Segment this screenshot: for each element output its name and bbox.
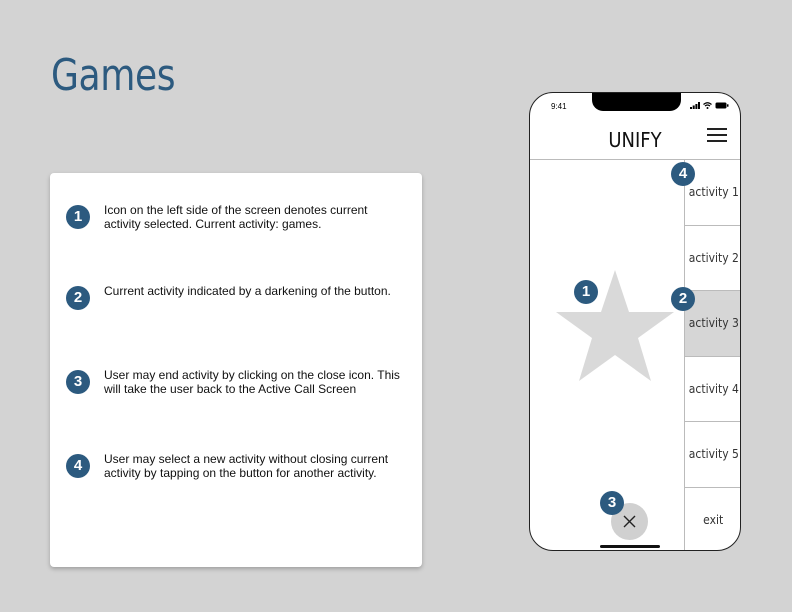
note-text: Current activity indicated by a darkening of the button.	[104, 284, 391, 298]
callout-badge-4: 4	[671, 162, 695, 186]
annotation-notes-card	[50, 173, 422, 567]
phone-notch	[592, 92, 681, 111]
status-icons	[690, 102, 729, 109]
home-indicator	[600, 545, 660, 548]
signal-icon	[690, 102, 700, 109]
nav-item-label: activity 5	[688, 447, 739, 462]
activity-nav	[684, 160, 741, 551]
nav-item-activity-5[interactable]	[685, 422, 741, 488]
note-badge: 3	[66, 370, 90, 394]
nav-item-exit[interactable]	[685, 488, 741, 552]
battery-icon	[715, 102, 729, 109]
nav-item-label: activity 1	[688, 185, 739, 200]
callout-badge-3: 3	[600, 491, 624, 515]
nav-item-activity-2[interactable]	[685, 226, 741, 292]
note-badge: 4	[66, 454, 90, 478]
callout-badge-2: 2	[671, 287, 695, 311]
nav-item-label: activity 3	[688, 316, 739, 331]
note-text: User may select a new activity without closing current activity by tapping on the button for another activity.	[104, 452, 389, 480]
callout-badge-1: 1	[574, 280, 598, 304]
wifi-icon	[703, 102, 712, 109]
page-title: Games	[51, 50, 176, 101]
close-icon	[623, 515, 636, 528]
hamburger-menu-icon[interactable]	[707, 128, 727, 144]
status-time: 9:41	[551, 102, 567, 111]
note-text: Icon on the left side of the screen denotes current activity selected. Current activity: games.	[104, 203, 368, 231]
note-text: User may end activity by clicking on the close icon. This will take the user back to the Active Call Screen	[104, 368, 400, 396]
app-title: UNIFY	[608, 128, 662, 152]
note-badge: 2	[66, 286, 90, 310]
star-icon	[555, 268, 675, 383]
note-badge: 1	[66, 205, 90, 229]
nav-item-label: exit	[703, 513, 724, 528]
phone-mockup	[529, 92, 741, 551]
nav-item-label: activity 2	[688, 250, 739, 265]
nav-item-label: activity 4	[688, 381, 739, 396]
nav-item-activity-4[interactable]	[685, 357, 741, 423]
